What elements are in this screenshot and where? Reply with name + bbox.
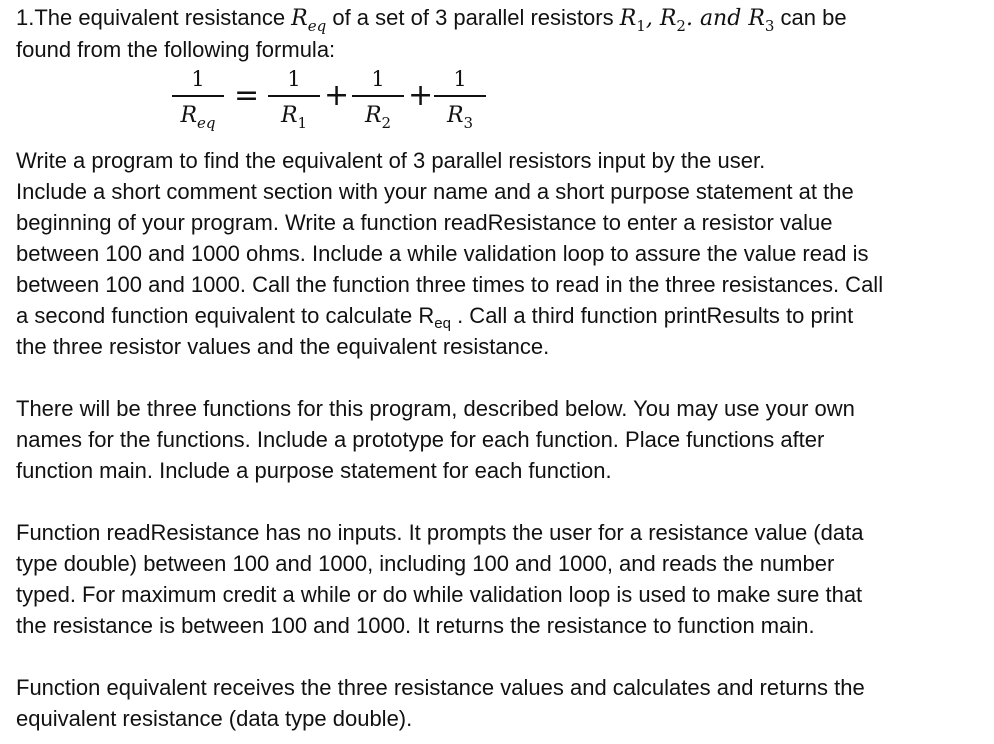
- text-line: Include a short comment section with your name and a short purpose statement at the: [16, 179, 854, 204]
- text-line: There will be three functions for this program, described below. You may use your own: [16, 396, 855, 421]
- equals-sign: =: [234, 78, 260, 113]
- text-line: the three resistor values and the equivalent resistance.: [16, 334, 550, 359]
- fraction-r1: [268, 67, 320, 131]
- intro-text-c: can be: [774, 5, 847, 30]
- paragraph-program-requirements: [16, 145, 984, 362]
- r1-symbol: $R_1$: [619, 6, 646, 35]
- fraction-denominator: $R_3$: [446, 103, 474, 132]
- paragraph-spacer: [16, 486, 984, 517]
- paragraph-equivalent-function: [16, 672, 984, 734]
- intro-text-a: 1.The equivalent resistance: [16, 5, 292, 30]
- fraction-bar: [434, 95, 486, 97]
- fraction-r2: [352, 67, 404, 131]
- plus-sign: +: [408, 78, 434, 113]
- fraction-numerator: 1: [287, 67, 301, 91]
- fraction-bar: [352, 95, 404, 97]
- fraction-numerator: 1: [371, 67, 385, 91]
- text-line: type double) between 100 and 1000, including 100 and 1000, and reads the number: [16, 551, 835, 576]
- text-line: between 100 and 1000. Call the function three times to read in the three resistances. Call: [16, 272, 884, 297]
- problem-intro-line-2: found from the following formula:: [16, 37, 336, 62]
- text-line: equivalent resistance (data type double).: [16, 706, 413, 731]
- fraction-numerator: 1: [191, 67, 205, 91]
- fraction-r3: [434, 67, 486, 131]
- comma: ,: [645, 6, 660, 31]
- text-line: Function equivalent receives the three resistance values and calculates and returns the: [16, 675, 865, 700]
- paragraph-spacer: [16, 362, 984, 393]
- document-body: [16, 2, 984, 734]
- parallel-resistance-formula: [172, 67, 984, 145]
- text-line: typed. For maximum credit a while or do while validation loop is used to make sure that: [16, 582, 863, 607]
- fraction-denominator: $R_1$: [280, 103, 308, 132]
- paragraph-spacer: [16, 641, 984, 672]
- r2-symbol: $R_2$: [659, 6, 686, 35]
- fraction-bar: [172, 95, 224, 97]
- fraction-denominator: $R_{eq}$: [180, 103, 216, 132]
- text-line: names for the functions. Include a prototype for each function. Place functions after: [16, 427, 825, 452]
- r3-symbol: $R_3$: [748, 6, 775, 35]
- text-line: a second function equivalent to calculate $R_{eq}$ . Call a third function printResults to print: [16, 303, 854, 332]
- plus-sign: +: [324, 78, 350, 113]
- text-line: Function readResistance has no inputs. It prompts the user for a resistance value (data: [16, 520, 864, 545]
- fraction-bar: [268, 95, 320, 97]
- fraction-denominator: $R_2$: [364, 103, 392, 132]
- problem-intro-line-1: [16, 2, 984, 34]
- fraction-numerator: 1: [453, 67, 467, 91]
- text-line: the resistance is between 100 and 1000. It returns the resistance to function main.: [16, 613, 815, 638]
- req-symbol: $R_{eq}$: [291, 6, 327, 35]
- paragraph-read-resistance: [16, 517, 984, 641]
- text-line: function main. Include a purpose statement for each function.: [16, 458, 612, 483]
- text-line: Write a program to find the equivalent of 3 parallel resistors input by the user.: [16, 148, 766, 173]
- text-line: between 100 and 1000 ohms. Include a while validation loop to assure the value read is: [16, 241, 869, 266]
- req-subscript: eq: [434, 315, 451, 332]
- paragraph-functions-overview: [16, 393, 984, 486]
- fraction-req: [172, 67, 224, 131]
- intro-text-b: of a set of 3 parallel resistors: [326, 5, 620, 30]
- and-text: . and: [685, 6, 749, 31]
- text-line: beginning of your program. Write a function readResistance to enter a resistor value: [16, 210, 833, 235]
